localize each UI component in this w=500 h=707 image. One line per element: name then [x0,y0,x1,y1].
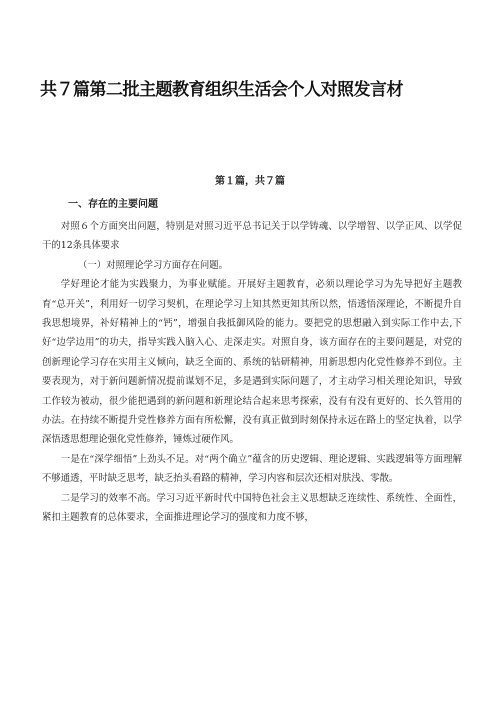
paragraph-intro: 对照６个方面突出问题，特别是对照习近平总书记关于以学铸魂、以学增智、以学正风、以学促干的12条具体要求 [42,221,462,252]
section-heading: 一、存在的主要问题 [68,199,158,210]
paragraph-point-one: 一是在“深学细悟”上劲头不足。对“两个确立”蕴含的历史逻辑、理论逻辑、实践逻辑等方面理解不够通透，平时缺乏思考，缺乏抬头看路的精神，学习内容和层次还相对肤浅、零散。 [42,453,462,485]
document-title: 共７篇第二批主题教育组织生活会个人对照发言材 [40,80,403,100]
paragraph-theory-study: 学好理论才能为实践聚力，为事业赋能。开展好主题教育，必须以理论学习为先导把好主题教育“总开关”，利用好一切学习契机，在理论学习上知其然更知其所以然，悟透悟深理论，不断提升自我思想境界，补好精神上的“钙”，增强自我抵御风险的能力。要把党的思想融入到实际工作中去,下好“边学边用”的功夫，指导实践入脑入心、走深走实。对照自身，该方面存在的主要问题是，对党的创新理论学习存在实用主义倾向，缺乏全面的、系统的钻研精神，用新思想内化党性修养不到位。主要表现为，对于新问题新情况提前谋划不足，多是遇到实际问题了，才主动学习相关理论知识，导致工作较为被动，很少能把遇到的新问题和新理论结合起来思考探索，没有有没有更好的、长久管用的办法。在持续不断提升党性修养方面有所松懈，没有真正做到时刻保持永远在路上的坚定执着，以学深悟透思想理论强化党性修养，锤炼过硬作风。 [42,279,462,446]
subsection-heading: （一）对照理论学习方面存在问题。 [78,259,229,271]
document-body [42,217,462,528]
document-subtitle: 第１篇，共７篇 [215,176,285,187]
paragraph-point-two: 二是学习的效率不高。学习习近平新时代中国特色社会主义思想缺乏连续性、系统性、全面性，紧扣主题教育的总体要求，全面推进理论学习的强度和力度不够， [42,492,462,524]
